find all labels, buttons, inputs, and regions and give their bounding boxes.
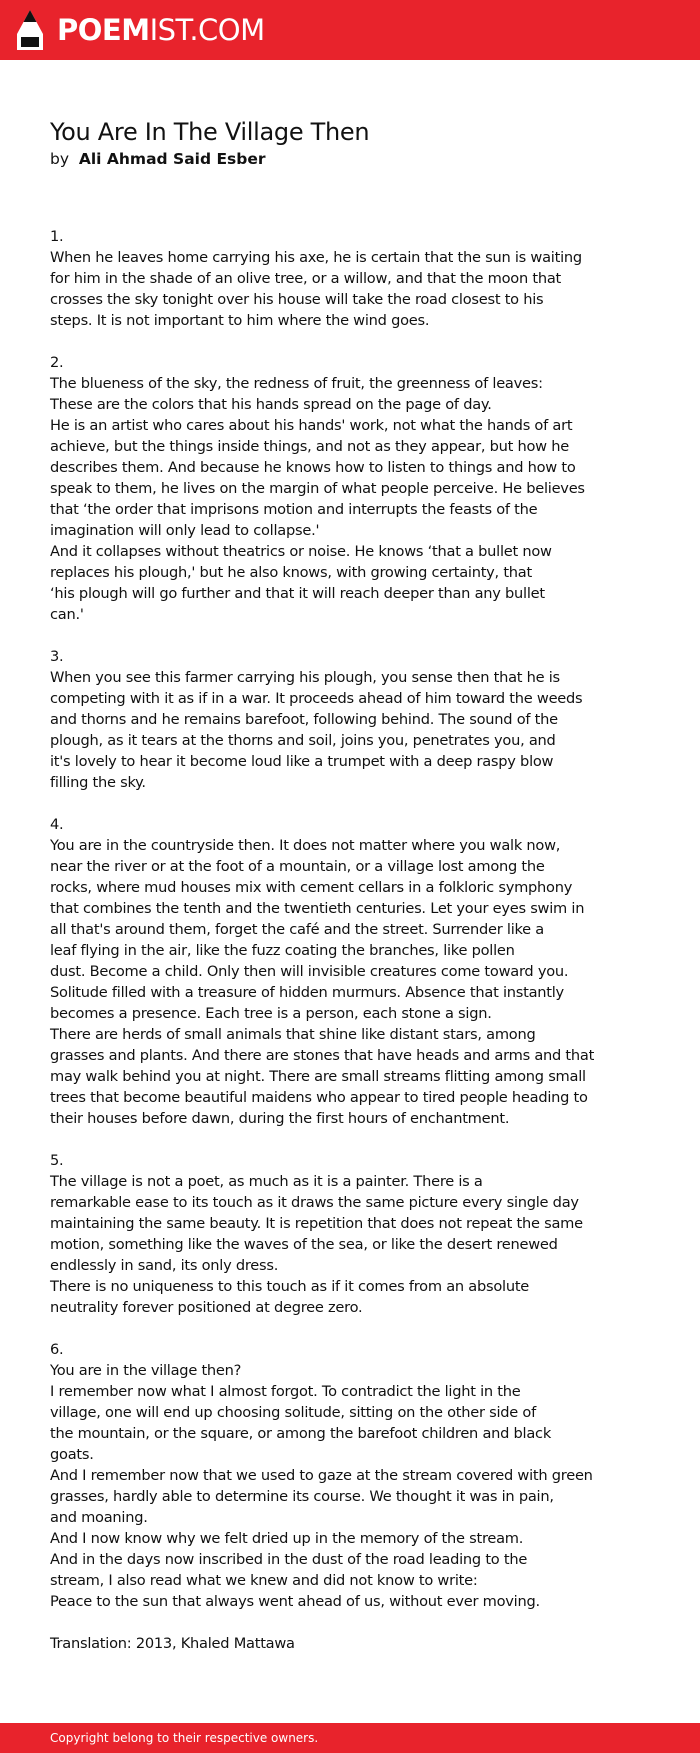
poem-line: replaces his plough,' but he also knows, with growing certainty, that	[50, 564, 532, 581]
poem-line: all that's around them, forget the café and the street. Surrender like a	[50, 921, 544, 938]
poem-line: grasses and plants. And there are stones that have heads and arms and that	[50, 1047, 595, 1064]
poem-line: crosses the sky tonight over his house will take the road closest to his	[50, 291, 544, 308]
poem-line: When you see this farmer carrying his plough, you sense then that he is	[50, 669, 560, 686]
author-name: Ali Ahmad Said Esber	[78, 150, 266, 168]
poem-line: There are herds of small animals that shine like distant stars, among	[50, 1026, 536, 1043]
stanza-number: 1.	[50, 228, 64, 245]
poem-line: achieve, but the things inside things, and not as they appear, but how he	[50, 438, 569, 455]
poem-line: The blueness of the sky, the redness of fruit, the greenness of leaves:	[50, 375, 543, 392]
stanza	[50, 1150, 590, 1318]
poem-line: Solitude filled with a treasure of hidden murmurs. Absence that instantly	[50, 984, 564, 1001]
pencil-icon	[17, 10, 43, 50]
poem-line: near the river or at the foot of a mountain, or a village lost among the	[50, 858, 545, 875]
brand-name	[57, 12, 265, 47]
translation-credit: Translation: 2013, Khaled Mattawa	[50, 1635, 295, 1652]
poem-line: ‘his plough will go further and that it will reach deeper than any bullet	[50, 585, 545, 602]
poem-content	[50, 116, 595, 1654]
stanza	[50, 646, 590, 793]
poem-line: becomes a presence. Each tree is a person, each stone a sign.	[50, 1005, 492, 1022]
poem-line: I remember now what I almost forgot. To contradict the light in the	[50, 1383, 521, 1400]
poem-line: village, one will end up choosing solitude, sitting on the other side of	[50, 1404, 536, 1421]
poem-line: trees that become beautiful maidens who appear to tired people heading to	[50, 1089, 588, 1106]
poem-line: stream, I also read what we knew and did not know to write:	[50, 1572, 478, 1589]
byline	[50, 148, 590, 170]
poem-line: the mountain, or the square, or among the barefoot children and black	[50, 1425, 552, 1442]
poem-line: grasses, hardly able to determine its course. We thought it was in pain,	[50, 1488, 554, 1505]
poem-line: filling the sky.	[50, 774, 146, 791]
poem-line: may walk behind you at night. There are small streams flitting among small	[50, 1068, 586, 1085]
poem-line: remarkable ease to its touch as it draws the same picture every single day	[50, 1194, 579, 1211]
poem-line: You are in the countryside then. It does not matter where you walk now,	[50, 837, 561, 854]
stanza-number: 3.	[50, 648, 64, 665]
poem-line: The village is not a poet, as much as it is a painter. There is a	[50, 1173, 483, 1190]
site-header	[0, 0, 700, 60]
poem-line: And I remember now that we used to gaze at the stream covered with green	[50, 1467, 593, 1484]
poem-line: speak to them, he lives on the margin of what people perceive. He believes	[50, 480, 585, 497]
poem-line: endlessly in sand, its only dress.	[50, 1257, 279, 1274]
poem-line: These are the colors that his hands spread on the page of day.	[50, 396, 492, 413]
site-logo-link[interactable]	[17, 10, 265, 50]
poem-line: imagination will only lead to collapse.'	[50, 522, 320, 539]
poem-line: can.'	[50, 606, 84, 623]
poem-line: rocks, where mud houses mix with cement cellars in a folkloric symphony	[50, 879, 573, 896]
poem-line: And I now know why we felt dried up in the memory of the stream.	[50, 1530, 524, 1547]
poem-line: And it collapses without theatrics or noise. He knows ‘that a bullet now	[50, 543, 552, 560]
poem-line: their houses before dawn, during the first hours of enchantment.	[50, 1110, 510, 1127]
poem-line: for him in the shade of an olive tree, or a willow, and that the moon that	[50, 270, 561, 287]
poem-line: leaf flying in the air, like the fuzz coating the branches, like pollen	[50, 942, 515, 959]
poem-line: When he leaves home carrying his axe, he is certain that the sun is waiting	[50, 249, 582, 266]
by-label: by	[50, 150, 70, 168]
poem-line: and moaning.	[50, 1509, 148, 1526]
poem-line: describes them. And because he knows how to listen to things and how to	[50, 459, 576, 476]
stanza-number: 2.	[50, 354, 64, 371]
stanza-number: 6.	[50, 1341, 64, 1358]
poem-line: You are in the village then?	[50, 1362, 242, 1379]
brand-bold: POEM	[57, 12, 150, 47]
stanza	[50, 352, 590, 625]
poem-line: competing with it as if in a war. It proceeds ahead of him toward the weeds	[50, 690, 583, 707]
poem-body	[50, 226, 595, 1612]
poem-line: dust. Become a child. Only then will invisible creatures come toward you.	[50, 963, 569, 980]
poem-line: goats.	[50, 1446, 94, 1463]
poem-line: it's lovely to hear it become loud like a trumpet with a deep raspy blow	[50, 753, 554, 770]
stanza	[50, 814, 595, 1129]
poem-line: motion, something like the waves of the sea, or like the desert renewed	[50, 1236, 558, 1253]
stanza-number: 5.	[50, 1152, 64, 1169]
poem-title: You Are In The Village Then	[50, 118, 370, 146]
poem-line: And in the days now inscribed in the dust of the road leading to the	[50, 1551, 528, 1568]
site-footer	[0, 1723, 700, 1753]
stanza	[50, 1339, 593, 1612]
stanza-number: 4.	[50, 816, 64, 833]
brand-rest: IST.COM	[149, 12, 265, 47]
poem-line: steps. It is not important to him where the wind goes.	[50, 312, 430, 329]
poem-line: He is an artist who cares about his hands' work, not what the hands of art	[50, 417, 573, 434]
poem-line: maintaining the same beauty. It is repetition that does not repeat the same	[50, 1215, 583, 1232]
poem-line: neutrality forever positioned at degree zero.	[50, 1299, 363, 1316]
poem-line: There is no uniqueness to this touch as if it comes from an absolute	[50, 1278, 530, 1295]
poem-line: plough, as it tears at the thorns and soil, joins you, penetrates you, and	[50, 732, 556, 749]
poem-line: that ‘the order that imprisons motion and interrupts the feasts of the	[50, 501, 538, 518]
poem-line: Peace to the sun that always went ahead of us, without ever moving.	[50, 1593, 540, 1610]
poem-line: that combines the tenth and the twentieth centuries. Let your eyes swim in	[50, 900, 585, 917]
stanza	[50, 226, 590, 331]
copyright-text: Copyright belong to their respective owners.	[50, 1731, 319, 1745]
poem-line: and thorns and he remains barefoot, following behind. The sound of the	[50, 711, 558, 728]
